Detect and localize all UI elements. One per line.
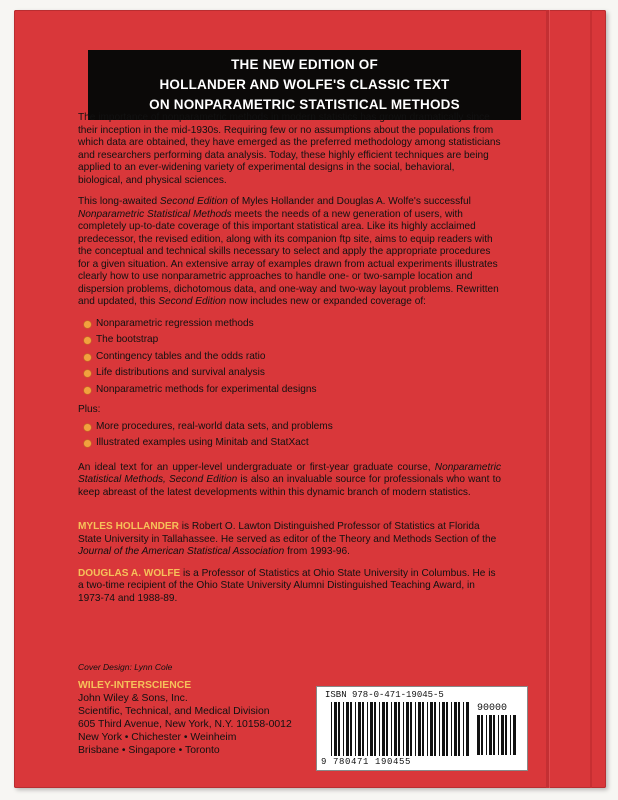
barcode-bar <box>410 702 412 756</box>
price-code: 90000 <box>477 703 508 714</box>
barcode-bar <box>463 702 464 756</box>
text-run: of Myles Hollander and Douglas A. Wolfe's successful <box>227 196 471 207</box>
coverage-item: Nonparametric methods for experimental designs <box>78 384 501 397</box>
barcode-bar <box>442 702 445 756</box>
barcode-bar <box>350 702 352 756</box>
author-bio-hollander <box>78 521 501 559</box>
intro-paragraph: The importance of nonparametric methods in modern statistics has grown dramatically since their inception in the mid-1930s. Requiring few or no assumptions about the populations from which data are obtained, they have emerged as the preferred methodology among statisticians and researchers performing data analysis. Today, these highly efficient techniques are being applied to an ever-widening variety of experimental designs in the social, behavioral, biological, and physical sciences. <box>78 112 501 186</box>
barcode-bar <box>334 702 337 756</box>
plus-list <box>78 421 501 450</box>
barcode-bar <box>406 702 409 756</box>
barcode-bar <box>451 702 452 756</box>
barcode-bar <box>481 715 483 755</box>
coverage-item: Life distributions and survival analysis <box>78 367 501 380</box>
publisher-line: Scientific, Technical, and Medical Division <box>78 706 270 717</box>
barcode-bar <box>489 715 492 755</box>
plus-item: More procedures, real-world data sets, and problems <box>78 421 501 434</box>
barcode-bar <box>415 702 416 756</box>
author-bio-wolfe <box>78 568 501 606</box>
coverage-item: Contingency tables and the odds ratio <box>78 351 501 364</box>
barcode-bar <box>477 715 480 755</box>
coverage-item: The bootstrap <box>78 334 501 347</box>
spine-hinge <box>546 10 549 788</box>
barcode-bar <box>458 702 460 756</box>
barcode-bar <box>430 702 433 756</box>
barcode-bar <box>466 702 469 756</box>
barcode-bar <box>501 715 504 755</box>
ean-barcode <box>331 702 471 756</box>
closing-paragraph <box>78 462 501 500</box>
plus-label: Plus: <box>78 404 101 415</box>
barcode-bar <box>493 715 495 755</box>
ean-digits: 9 780471 190455 <box>321 757 412 767</box>
publisher-line: Brisbane • Singapore • Toronto <box>78 745 220 756</box>
barcode-bar <box>498 715 499 755</box>
barcode-bar <box>446 702 448 756</box>
italic-run: Journal of the American Statistical Association <box>78 546 285 557</box>
barcode-bar <box>486 715 487 755</box>
publisher-line: New York • Chichester • Weinheim <box>78 732 237 743</box>
barcode-bar <box>454 702 457 756</box>
barcode-bar <box>434 702 436 756</box>
description-body <box>78 112 501 614</box>
publisher-line: John Wiley & Sons, Inc. <box>78 693 188 704</box>
text-run: is also an invaluable source for professionals who want to keep abreast of the latest developments within this dynamic branch of modern statistics. <box>78 474 501 498</box>
coverage-list <box>78 318 501 397</box>
author-name: DOUGLAS A. WOLFE <box>78 567 181 579</box>
barcode-bar <box>510 715 511 755</box>
headline-banner <box>88 50 521 120</box>
barcode-label <box>316 686 528 771</box>
publisher-block <box>78 679 292 757</box>
text-run: This long-awaited <box>78 196 160 207</box>
barcode-bar <box>398 702 400 756</box>
barcode-bar <box>358 702 361 756</box>
italic-run: Nonparametric Statistical Methods, Second Edition <box>78 461 501 485</box>
cover-design-credit: Cover Design: Lynn Cole <box>78 662 173 672</box>
barcode-bar <box>394 702 397 756</box>
barcode-bar <box>513 715 516 755</box>
barcode-bar <box>367 702 368 756</box>
barcode-bar <box>370 702 373 756</box>
headline-line-1: THE NEW EDITION OF <box>231 57 378 72</box>
author-name: MYLES HOLLANDER <box>78 521 179 532</box>
edition-paragraph <box>78 196 501 309</box>
barcode-bar <box>379 702 380 756</box>
text-run: now includes new or expanded coverage of: <box>226 296 426 307</box>
barcode-bar <box>343 702 344 756</box>
text-run: is Robert O. Lawton Distinguished Professor of Statistics at Florida State University in Tallahassee. He served as editor of the Theory and Methods Section of the <box>78 521 497 545</box>
addon-barcode <box>477 715 519 755</box>
barcode-bar <box>422 702 424 756</box>
isbn-text: ISBN 978-0-471-19045-5 <box>325 690 444 700</box>
spine-edge <box>590 10 592 788</box>
barcode-bar <box>346 702 349 756</box>
headline-line-3: ON NONPARAMETRIC STATISTICAL METHODS <box>149 97 460 112</box>
barcode-bar <box>386 702 388 756</box>
barcode-bar <box>439 702 440 756</box>
barcode-bar <box>331 702 332 756</box>
barcode-bar <box>355 702 356 756</box>
italic-run: Second Edition <box>158 296 227 307</box>
barcode-bar <box>362 702 364 756</box>
barcode-bar <box>418 702 421 756</box>
text-run: from 1993-96. <box>284 546 350 557</box>
barcode-bar <box>403 702 404 756</box>
text-run: An ideal text for an upper-level undergraduate or first-year graduate course, <box>78 461 435 473</box>
italic-run: Nonparametric Statistical Methods <box>78 208 232 220</box>
barcode-bar <box>505 715 507 755</box>
publisher-name: WILEY-INTERSCIENCE <box>78 680 192 691</box>
headline-line-2: HOLLANDER AND WOLFE'S CLASSIC TEXT <box>159 77 450 92</box>
barcode-bar <box>382 702 385 756</box>
text-run: meets the needs of a new generation of users, with completely up-to-date coverage of this important statistical area. Like its highly acclaimed predecessor, the revised edition, along with its companion ftp site, aims to equip readers with the conceptual and technical skills necessary to select and apply the appropriate procedures for a given situation. An extensive array of examples drawn from actual experiments illustrates clearly how to use nonparametric approaches to handle one- or two-sample location and dispersion problems, dichotomous data, and one-way and two-way layout problems. Rewritten and updated, this <box>78 208 499 307</box>
barcode-bar <box>338 702 340 756</box>
plus-item: Illustrated examples using Minitab and StatXact <box>78 437 501 450</box>
barcode-bar <box>391 702 392 756</box>
barcode-bar <box>427 702 428 756</box>
text-run: is a Professor of Statistics at Ohio State University in Columbus. He is a two-time recipient of the Ohio State University Alumni Distinguished Teaching Award, in 1973-74 and 1988-89. <box>78 567 496 604</box>
italic-run: Second Edition <box>159 196 228 207</box>
barcode-bar <box>374 702 376 756</box>
coverage-item: Nonparametric regression methods <box>78 318 501 331</box>
publisher-line: 605 Third Avenue, New York, N.Y. 10158-0012 <box>78 719 292 730</box>
